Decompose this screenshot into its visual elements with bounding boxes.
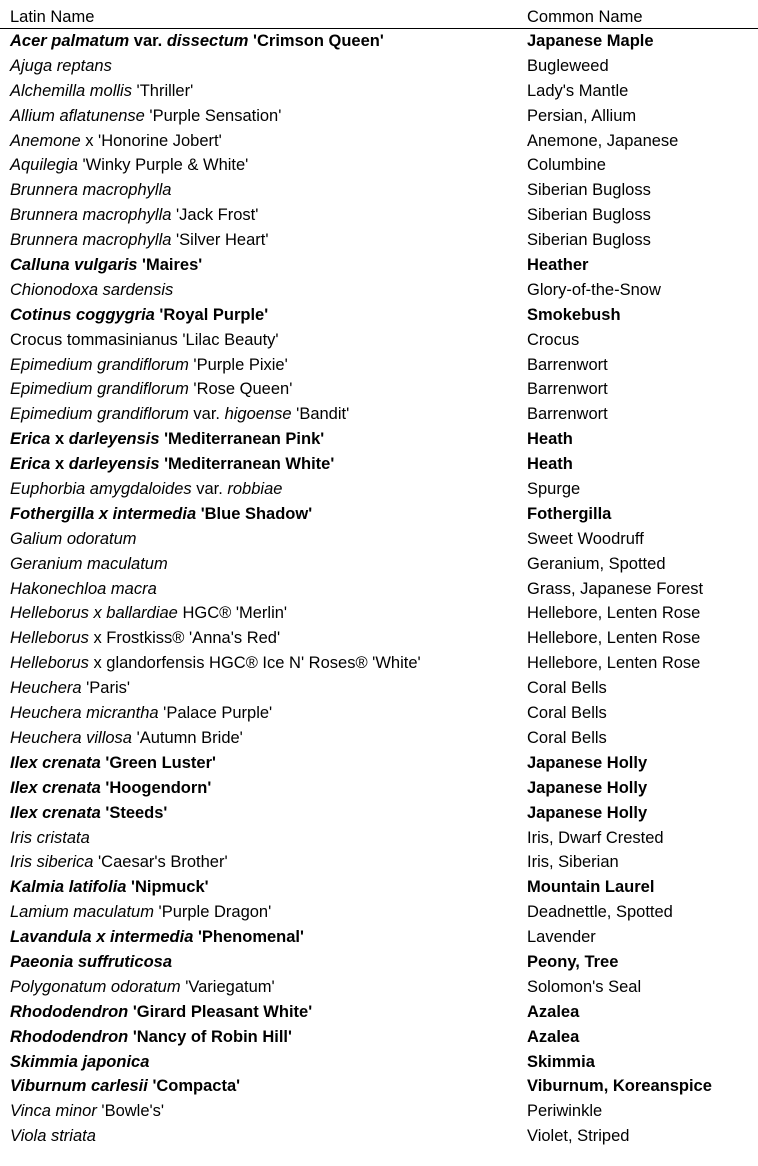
common-name-cell: Coral Bells [527, 704, 607, 723]
table-body [0, 29, 758, 1149]
table-row [0, 826, 758, 851]
latin-name-segment: Iris siberica [10, 853, 94, 872]
latin-name-segment: Brunnera macrophylla [10, 206, 172, 225]
latin-name-segment: 'Thriller' [131, 81, 194, 100]
latin-name-segment: x [50, 455, 69, 474]
latin-name-segment: Helleborus [10, 654, 89, 673]
common-name-cell: Heath [527, 455, 573, 474]
latin-name-segment: Allium aflatunense [10, 106, 145, 125]
latin-name-cell [10, 330, 279, 350]
latin-name-segment: Anemone [10, 131, 81, 150]
latin-name-cell [10, 678, 130, 698]
latin-name-segment: Geranium maculatum [10, 554, 168, 573]
common-name-cell: Lady's Mantle [527, 81, 629, 100]
table-row [0, 153, 758, 178]
latin-name-segment: Chionodoxa sardensis [10, 280, 174, 299]
latin-name-cell [10, 927, 304, 947]
common-name-cell: Heather [527, 256, 589, 275]
table-row [0, 577, 758, 602]
common-name-cell: Geranium, Spotted [527, 554, 666, 573]
common-name-cell: Barrenwort [527, 355, 608, 374]
latin-name-segment: 'Purple Dragon' [153, 903, 272, 922]
latin-name-segment: darleyensis [68, 455, 160, 474]
latin-name-segment: 'Maires' [137, 256, 203, 275]
latin-name-segment: 'Mediterranean White' [159, 455, 335, 474]
table-row [0, 601, 758, 626]
common-name-cell: Hellebore, Lenten Rose [527, 629, 701, 648]
latin-name-cell [10, 828, 90, 848]
common-name-cell: Deadnettle, Spotted [527, 903, 673, 922]
latin-name-cell [10, 230, 269, 250]
latin-name-segment: Ilex crenata [10, 753, 101, 772]
latin-name-cell [10, 803, 167, 823]
latin-name-cell [10, 180, 171, 200]
table-row [0, 427, 758, 452]
table-row [0, 328, 758, 353]
latin-name-cell [10, 305, 268, 325]
latin-name-segment: 'Crimson Queen' [248, 32, 384, 50]
latin-name-segment: Erica [10, 430, 51, 449]
common-name-cell: Coral Bells [527, 679, 607, 698]
common-name-cell: Japanese Holly [527, 753, 648, 772]
table-row [0, 303, 758, 328]
common-name-cell: Heath [527, 430, 573, 449]
common-name-cell: Mountain Laurel [527, 878, 655, 897]
latin-name-segment: Iris cristata [10, 828, 90, 847]
common-name-cell: Violet, Striped [527, 1127, 630, 1146]
latin-name-cell [10, 952, 172, 972]
common-name-cell: Hellebore, Lenten Rose [527, 604, 701, 623]
common-name-cell: Solomon's Seal [527, 977, 642, 996]
latin-name-segment: 'Paris' [81, 679, 131, 698]
latin-name-segment: 'Variegatum' [180, 977, 275, 996]
latin-name-cell [10, 852, 228, 872]
latin-name-cell [10, 877, 209, 897]
latin-name-cell [10, 404, 349, 424]
table-row [0, 228, 758, 253]
latin-name-cell [10, 653, 421, 673]
latin-name-segment: Ilex crenata [10, 803, 101, 822]
common-name-cell: Japanese Holly [527, 778, 648, 797]
latin-name-cell [10, 753, 216, 773]
table-row [0, 701, 758, 726]
table-row [0, 452, 758, 477]
table-header [0, 0, 758, 29]
latin-name-segment: var. [191, 480, 228, 499]
latin-name-segment: Viburnum carlesii [10, 1077, 148, 1096]
table-row [0, 676, 758, 701]
latin-name-segment: higoense [224, 405, 292, 424]
table-row [0, 353, 758, 378]
common-name-cell: Coral Bells [527, 728, 607, 747]
latin-name-segment: Alchemilla mollis [10, 81, 132, 100]
common-name-cell: Barrenwort [527, 405, 608, 424]
latin-name-segment: x Frostkiss® 'Anna's Red' [88, 629, 281, 648]
latin-name-segment: 'Bowle's' [96, 1102, 165, 1121]
latin-name-segment: x [50, 430, 69, 449]
table-row [0, 203, 758, 228]
latin-name-cell [10, 1126, 96, 1146]
latin-name-segment: Helleborus x ballardiae [10, 604, 178, 623]
common-name-cell: Sweet Woodruff [527, 529, 644, 548]
table-row [0, 626, 758, 651]
common-name-cell: Siberian Bugloss [527, 181, 651, 200]
table-row [0, 1000, 758, 1025]
table-row [0, 29, 758, 54]
table-row [0, 1124, 758, 1149]
latin-name-segment: Acer palmatum [10, 32, 130, 50]
latin-name-cell [10, 728, 243, 748]
table-row [0, 377, 758, 402]
latin-name-segment: Hakonechloa macra [10, 579, 157, 598]
latin-name-segment: Ajuga reptans [10, 56, 112, 75]
latin-name-segment: Epimedium grandiflorum [10, 380, 189, 399]
latin-name-cell [10, 529, 137, 549]
latin-name-segment: 'Nancy of Robin Hill' [128, 1027, 292, 1046]
latin-name-segment: 'Palace Purple' [158, 704, 273, 723]
latin-name-cell [10, 479, 282, 499]
common-name-cell: Peony, Tree [527, 952, 619, 971]
table-row [0, 801, 758, 826]
latin-name-cell [10, 205, 258, 225]
latin-name-segment: 'Mediterranean Pink' [159, 430, 325, 449]
latin-name-segment: Euphorbia amygdaloides [10, 480, 192, 499]
table-row [0, 1050, 758, 1075]
common-name-cell: Crocus [527, 330, 580, 349]
common-name-cell: Japanese Holly [527, 803, 648, 822]
latin-name-cell [10, 56, 112, 76]
table-row [0, 402, 758, 427]
latin-name-segment: Epimedium grandiflorum [10, 405, 189, 424]
latin-name-segment: 'Green Luster' [100, 753, 216, 772]
latin-name-segment: 'Autumn Bride' [131, 728, 243, 747]
common-name-cell: Lavender [527, 928, 596, 947]
common-name-cell: Bugleweed [527, 56, 609, 75]
latin-name-cell [10, 355, 288, 375]
common-name-cell: Viburnum, Koreanspice [527, 1077, 712, 1096]
common-name-cell: Persian, Allium [527, 106, 637, 125]
common-name-cell: Barrenwort [527, 380, 608, 399]
latin-name-cell [10, 81, 193, 101]
common-name-cell: Periwinkle [527, 1102, 603, 1121]
latin-name-cell [10, 31, 384, 51]
latin-name-segment: Polygonatum odoratum [10, 977, 181, 996]
table-row [0, 178, 758, 203]
table-row [0, 950, 758, 975]
latin-name-segment: Fothergilla x intermedia [10, 504, 197, 523]
common-name-cell: Columbine [527, 156, 606, 175]
latin-name-cell [10, 703, 272, 723]
common-name-cell: Japanese Maple [527, 32, 654, 50]
table-row [0, 552, 758, 577]
table-row [0, 875, 758, 900]
table-row [0, 925, 758, 950]
latin-name-segment: Viola striata [10, 1127, 96, 1146]
latin-name-segment: Epimedium grandiflorum [10, 355, 189, 374]
latin-name-segment: 'Winky Purple & White' [77, 156, 249, 175]
latin-name-segment: 'Blue Shadow' [196, 504, 313, 523]
latin-name-segment: 'Nipmuck' [126, 878, 209, 897]
common-name-header: Common Name [527, 8, 643, 26]
latin-name-cell [10, 1076, 240, 1096]
latin-name-segment: 'Rose Queen' [188, 380, 293, 399]
latin-name-segment: 'Purple Pixie' [188, 355, 288, 374]
latin-name-cell [10, 379, 292, 399]
latin-name-segment: x glandorfensis HGC® Ice N' Roses® 'White' [88, 654, 421, 673]
common-name-cell: Glory-of-the-Snow [527, 280, 661, 299]
table-row [0, 726, 758, 751]
latin-name-cell [10, 131, 222, 151]
latin-name-segment: Rhododendron [10, 1027, 129, 1046]
common-name-cell: Siberian Bugloss [527, 231, 651, 250]
latin-name-segment: Erica [10, 455, 51, 474]
latin-name-segment: Heuchera villosa [10, 728, 132, 747]
common-name-cell: Fothergilla [527, 504, 612, 523]
latin-name-header: Latin Name [10, 8, 95, 26]
latin-name-segment: Brunnera macrophylla [10, 181, 172, 200]
latin-name-segment: Calluna vulgaris [10, 256, 138, 275]
table-row [0, 253, 758, 278]
common-name-cell: Iris, Siberian [527, 853, 619, 872]
latin-name-segment: 'Silver Heart' [171, 231, 269, 250]
table-row [0, 104, 758, 129]
latin-name-segment: 'Jack Frost' [171, 206, 259, 225]
latin-name-cell [10, 1101, 164, 1121]
latin-name-segment: Lavandula x intermedia [10, 928, 194, 947]
common-name-cell: Skimmia [527, 1052, 595, 1071]
latin-name-segment: Aquilegia [10, 156, 78, 175]
latin-name-cell [10, 280, 173, 300]
latin-name-segment: Heuchera micrantha [10, 704, 159, 723]
common-name-cell: Smokebush [527, 305, 621, 324]
latin-name-cell [10, 1002, 312, 1022]
latin-name-segment: Crocus tommasinianus 'Lilac Beauty' [10, 330, 279, 349]
table-row [0, 502, 758, 527]
latin-name-segment: 'Steeds' [100, 803, 168, 822]
latin-name-segment: Paeonia suffruticosa [10, 952, 172, 971]
common-name-cell: Hellebore, Lenten Rose [527, 654, 701, 673]
latin-name-cell [10, 255, 202, 275]
latin-name-segment: var. [129, 32, 167, 50]
latin-name-segment: Lamium maculatum [10, 903, 154, 922]
table-row [0, 1074, 758, 1099]
latin-name-segment: Helleborus [10, 629, 89, 648]
latin-name-segment: darleyensis [68, 430, 160, 449]
latin-name-segment: Kalmia latifolia [10, 878, 127, 897]
common-name-cell: Siberian Bugloss [527, 206, 651, 225]
latin-name-segment: Vinca minor [10, 1102, 97, 1121]
table-row [0, 1025, 758, 1050]
latin-name-segment: 'Bandit' [291, 405, 350, 424]
latin-name-cell [10, 454, 334, 474]
latin-name-cell [10, 155, 248, 175]
table-row [0, 129, 758, 154]
table-row [0, 1099, 758, 1124]
latin-name-cell [10, 628, 280, 648]
latin-name-segment: Ilex crenata [10, 778, 101, 797]
table-row [0, 278, 758, 303]
latin-name-segment: Heuchera [10, 679, 82, 698]
table-row [0, 850, 758, 875]
latin-name-cell [10, 106, 281, 126]
common-name-cell: Spurge [527, 480, 581, 499]
common-name-cell: Anemone, Japanese [527, 131, 679, 150]
latin-name-segment: Rhododendron [10, 1002, 129, 1021]
common-name-cell: Azalea [527, 1002, 580, 1021]
table-row [0, 477, 758, 502]
latin-name-segment: 'Compacta' [147, 1077, 241, 1096]
table-row [0, 527, 758, 552]
table-row [0, 975, 758, 1000]
latin-name-cell [10, 429, 324, 449]
table-row [0, 751, 758, 776]
common-name-cell: Iris, Dwarf Crested [527, 828, 664, 847]
latin-name-segment: 'Caesar's Brother' [93, 853, 228, 872]
latin-name-segment: x 'Honorine Jobert' [80, 131, 222, 150]
latin-name-segment: var. [188, 405, 225, 424]
common-name-cell: Grass, Japanese Forest [527, 579, 704, 598]
latin-name-cell [10, 1052, 149, 1072]
latin-name-segment: Cotinus coggygria [10, 305, 155, 324]
latin-name-segment: 'Hoogendorn' [100, 778, 212, 797]
latin-name-segment: dissectum [166, 32, 249, 50]
latin-name-segment: 'Girard Pleasant White' [128, 1002, 313, 1021]
table-row [0, 54, 758, 79]
latin-name-cell [10, 504, 312, 524]
latin-name-cell [10, 603, 287, 623]
table-row [0, 651, 758, 676]
table-row [0, 776, 758, 801]
latin-name-cell [10, 778, 211, 798]
table-row [0, 79, 758, 104]
latin-name-segment: Skimmia japonica [10, 1052, 150, 1071]
latin-name-segment: 'Purple Sensation' [144, 106, 282, 125]
latin-name-segment: Brunnera macrophylla [10, 231, 172, 250]
table-row [0, 900, 758, 925]
latin-name-cell [10, 902, 271, 922]
latin-name-cell [10, 977, 275, 997]
latin-name-segment: 'Royal Purple' [154, 305, 269, 324]
latin-name-cell [10, 554, 168, 574]
latin-name-segment: HGC® 'Merlin' [177, 604, 288, 623]
latin-name-segment: 'Phenomenal' [193, 928, 304, 947]
latin-name-segment: robbiae [227, 480, 283, 499]
common-name-cell: Azalea [527, 1027, 580, 1046]
latin-name-segment: Galium odoratum [10, 529, 137, 548]
latin-name-cell [10, 579, 157, 599]
latin-name-cell [10, 1027, 292, 1047]
